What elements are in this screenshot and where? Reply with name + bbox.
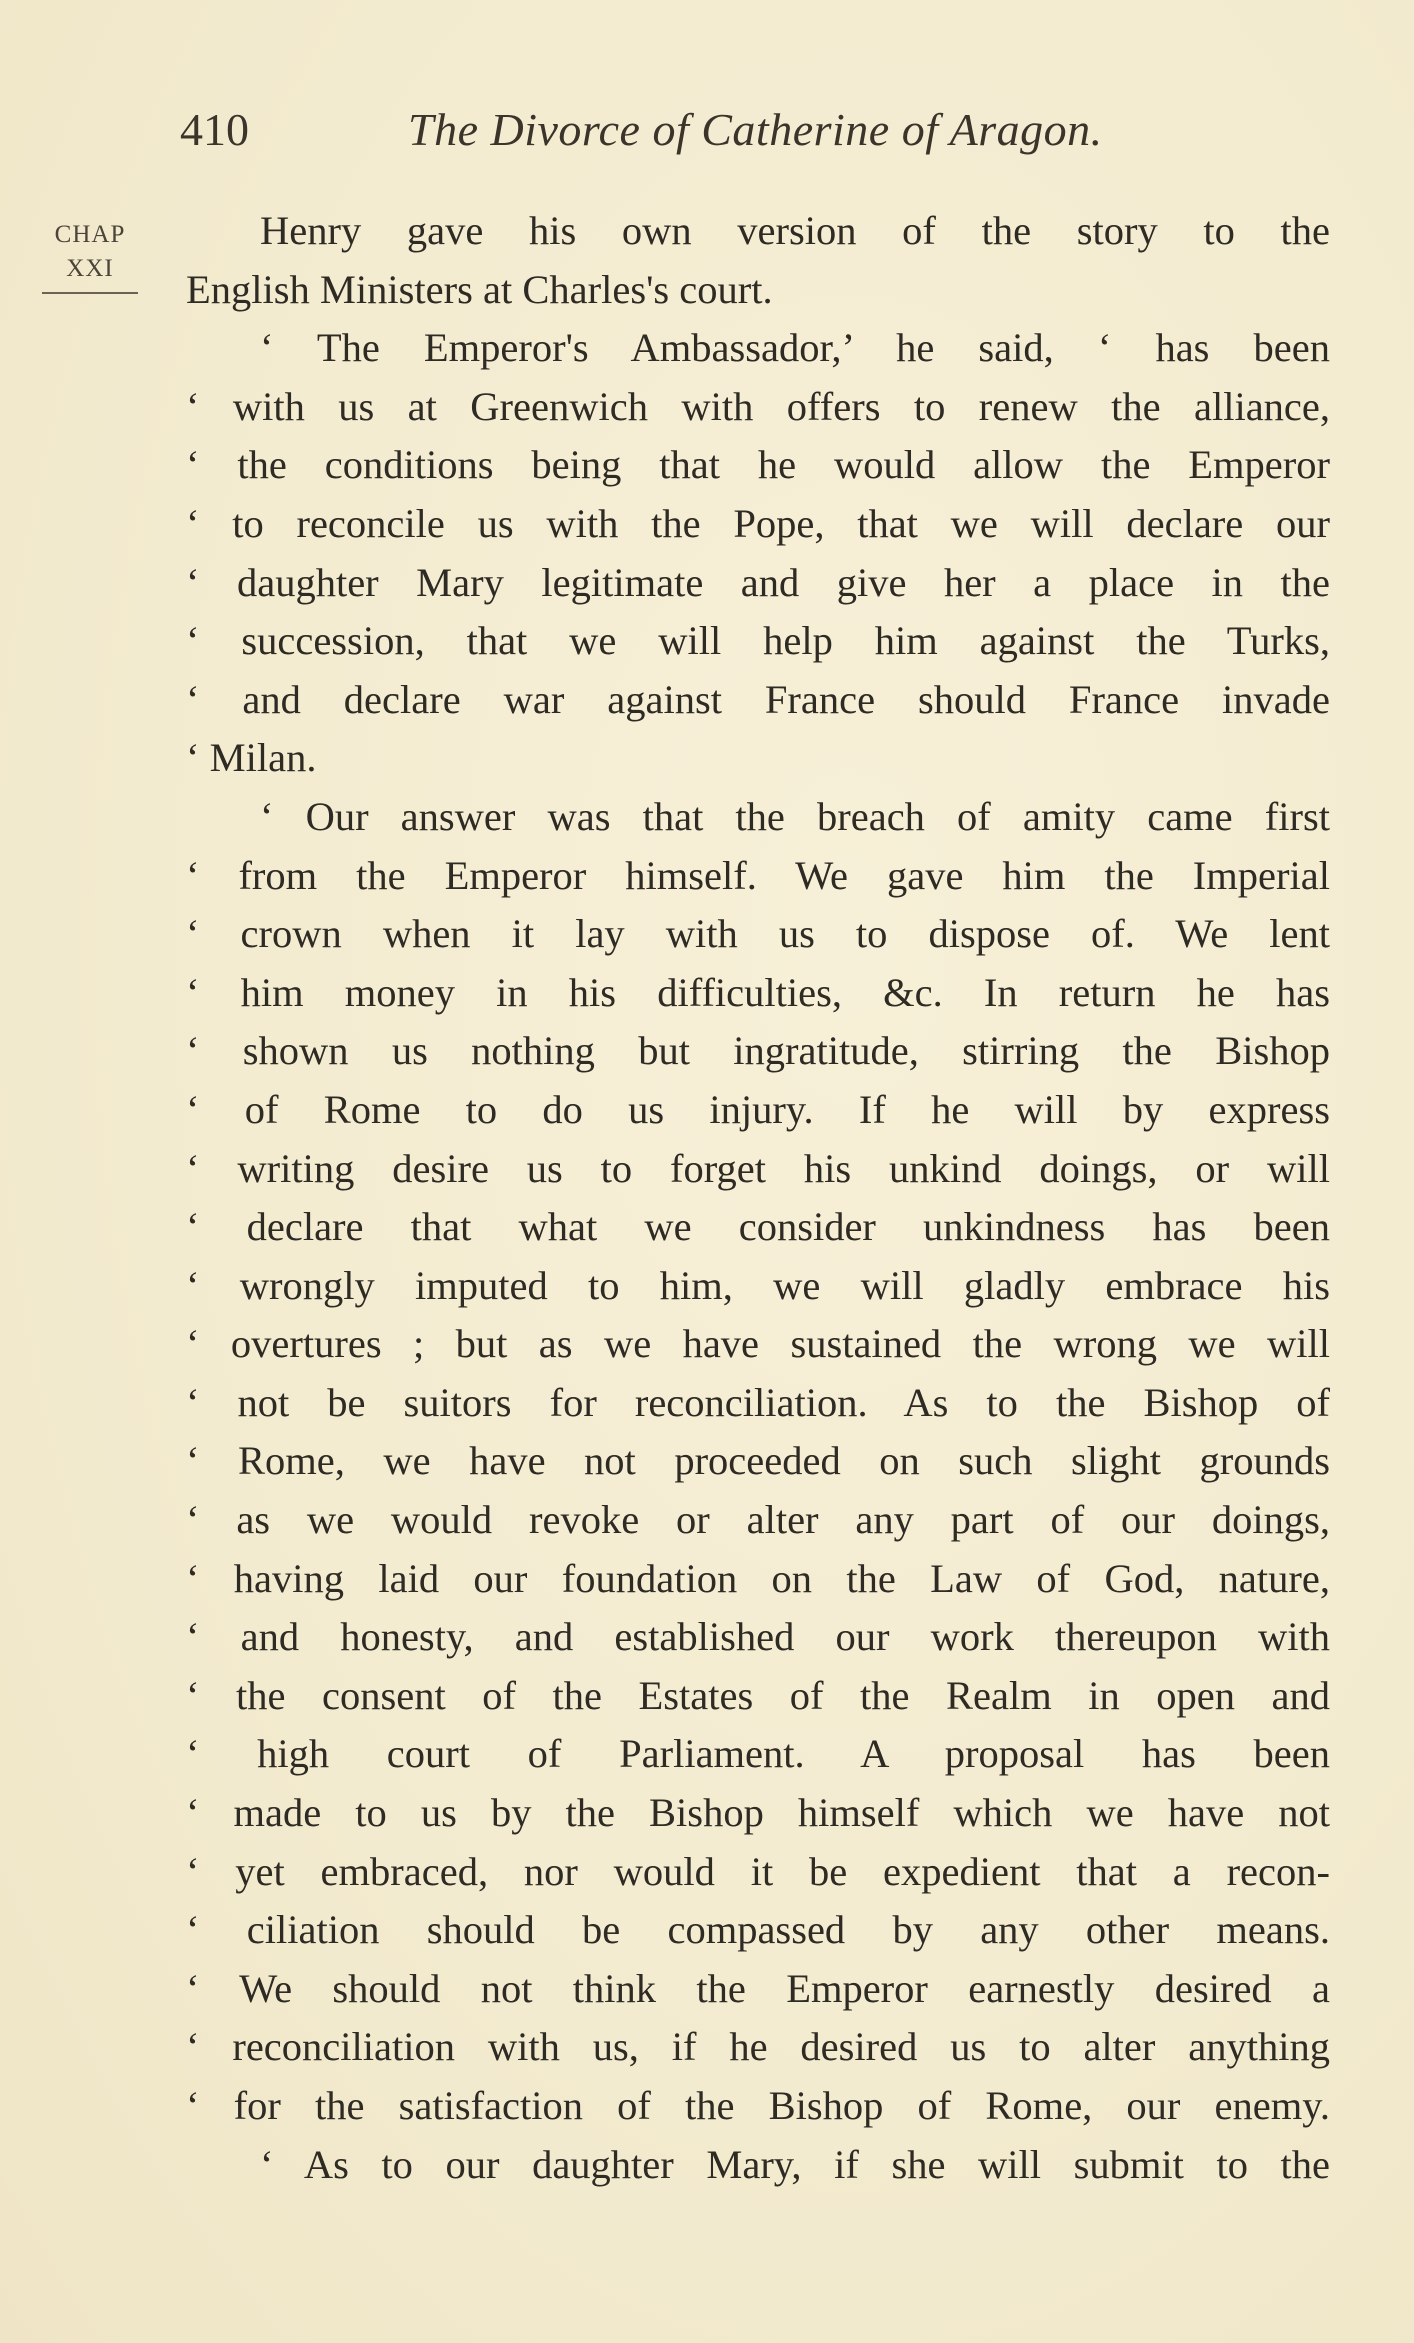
text-line: ‘ Rome, we have not proceeded on such slight grounds <box>186 1438 1330 1484</box>
margin-rule <box>42 292 138 294</box>
text-line: ‘ the conditions being that he would allow the Emperor <box>186 442 1330 488</box>
text-line: ‘ shown us nothing but ingratitude, stirring the Bishop <box>186 1028 1330 1074</box>
text-line: ‘ declare that what we consider unkindness has been <box>186 1204 1330 1250</box>
text-line: ‘ from the Emperor himself. We gave him the Imperial <box>186 852 1330 898</box>
text-line: ‘ having laid our foundation on the Law of God, nature, <box>186 1555 1330 1601</box>
text-line: ‘ succession, that we will help him against the Turks, <box>186 618 1330 664</box>
text-line: ‘ reconciliation with us, if he desired us to alter anything <box>186 2024 1330 2070</box>
text-line: ‘ crown when it lay with us to dispose of. We lent <box>186 911 1330 957</box>
text-line: ‘ the consent of the Estates of the Realm in open and <box>186 1672 1330 1718</box>
text-line: ‘ for the satisfaction of the Bishop of Rome, our enemy. <box>186 2083 1330 2128</box>
text-line: ‘ of Rome to do us injury. If he will by express <box>186 1086 1330 1132</box>
page-header <box>180 100 1280 160</box>
body-text <box>186 202 1330 2194</box>
text-line: ‘ writing desire us to forget his unkind doings, or will <box>186 1145 1330 1191</box>
text-line: ‘ The Emperor's Ambassador,’ he said, ‘ has been <box>260 325 1330 371</box>
chapter-number: XXI <box>66 255 114 282</box>
text-line: ‘ daughter Mary legitimate and give her a place in the <box>186 559 1330 605</box>
text-line: ‘ overtures ; but as we have sustained the wrong we will <box>186 1321 1330 1367</box>
text-line: ‘ him money in his difficulties, &c. In return he has <box>186 969 1330 1015</box>
running-title: The Divorce of Catherine of Aragon. <box>408 104 1103 155</box>
text-line: ‘ to reconcile us with the Pope, that we will declare our <box>186 500 1330 546</box>
chapter-label: CHAP <box>54 221 126 248</box>
text-line: ‘ As to our daughter Mary, if she will submit to the <box>260 2141 1330 2187</box>
text-line: ‘ and declare war against France should France invade <box>186 676 1330 722</box>
text-line: Henry gave his own version of the story to the <box>260 208 1330 253</box>
text-line: ‘ wrongly imputed to him, we will gladly embrace his <box>186 1262 1330 1308</box>
text-line: ‘ with us at Greenwich with offers to renew the alliance, <box>186 383 1330 429</box>
text-line: ‘ as we would revoke or alter any part of our doings, <box>186 1497 1330 1543</box>
text-line: ‘ high court of Parliament. A proposal has been <box>186 1731 1330 1777</box>
text-line: ‘ ciliation should be compassed by any other means. <box>186 1907 1330 1953</box>
text-line: ‘ Our answer was that the breach of amity came first <box>260 793 1330 839</box>
page-number: 410 <box>180 104 249 155</box>
text-line: ‘ yet embraced, nor would it be expedient that a recon- <box>186 1848 1330 1894</box>
text-line: ‘ We should not think the Emperor earnestly desired a <box>186 1965 1330 2011</box>
text-line: ‘ made to us by the Bishop himself which we have not <box>186 1790 1330 1836</box>
text-line: ‘ and honesty, and established our work thereupon with <box>186 1614 1330 1660</box>
text-line: ‘ not be suitors for reconciliation. As to the Bishop of <box>186 1379 1330 1425</box>
text-line: ‘ Milan. <box>186 735 317 781</box>
chapter-margin-note <box>40 218 140 294</box>
text-line: English Ministers at Charles's court. <box>186 266 773 312</box>
